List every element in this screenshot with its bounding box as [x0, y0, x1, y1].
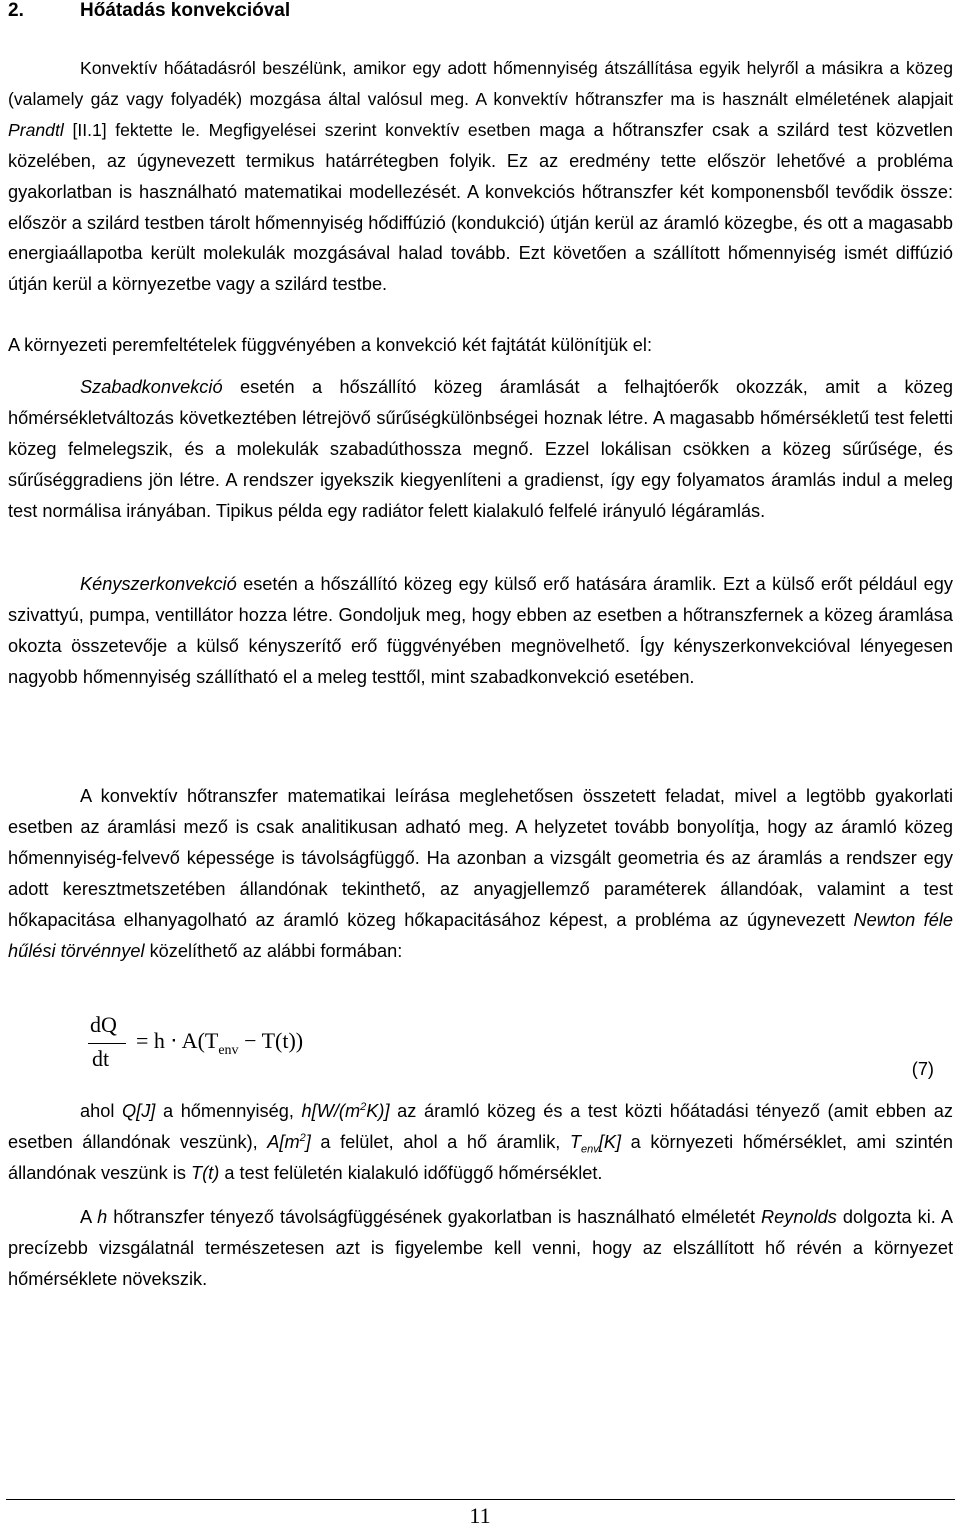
reynolds-text: hőtranszfer tényező távolságfüggésének gyakorlatban is használható elméletét — [113, 1207, 756, 1227]
fraction-bar — [88, 1043, 126, 1044]
paragraph-forced-convection — [8, 569, 953, 693]
definition-text: a felület, ahol a hő áramlik, — [320, 1131, 561, 1152]
reynolds-text: A — [80, 1207, 92, 1227]
reynolds-name: Reynolds — [761, 1207, 837, 1227]
reference-text: [II.1] fektette le. Megfigyelései szerint konvektív esetben — [72, 119, 531, 140]
equation-number: (7) — [911, 1059, 934, 1079]
paragraph-free-convection — [8, 372, 953, 527]
equation-right-side — [136, 1028, 304, 1058]
definition-text: a test felületén kialakuló időfüggő hőmérséklet. — [224, 1162, 603, 1183]
prandtl-name: Prandtl — [8, 119, 64, 140]
paragraph-intro — [8, 53, 953, 300]
paragraph-variable-definitions — [8, 1096, 953, 1189]
equation-denominator: dt — [92, 1046, 110, 1071]
equation-numerator: dQ — [90, 1012, 117, 1037]
intro-continuation: maga a hőtranszfer csak a szilárd test közvetlen közelében, az úgynevezett termikus határrétegben folyik. Ez az eredmény tette először lehetővé a probléma gyakorlatban is használható matematikai modellezését. A konvekciós hőtranszfer két komponensből tevődik össze: először a szilárd testben tárolt hőmennyiség hődiffúzió (kondukció) útján kerül az áramló közegbe, és ott a magasabb energiaállapotba került molekulák mozgásával halad tovább. Ezt követően a szállított hőmennyiség ismét diffúzió útján kerül a környezetbe vagy a szilárd testbe. — [8, 119, 954, 295]
math-description-text: A konvektív hőtranszfer matematikai leírása meglehetősen összetett feladat, mivel a legtöbb gyakorlati esetben az áramlási mező is csak analitikusan adható meg. A helyzetet tovább bonyolítja, hogy az áramló közeg hőmennyiség-felvevő képessége is távolságfüggő. Ha azonban a vizsgált geometria és az áramlás a rendszer egy adott keresztmetszetében állandónak tekinthető, az anyagjellemző paraméterek állandóak, valamint a test hőkapacitása elhanyagolható az áramló közeg hőkapacitásához képest, a probléma az úgynevezett — [8, 786, 953, 930]
forced-convection-text: esetén a hőszállító közeg egy külső erő hatására áramlik. Ezt a külső erőt például egy szivattyú, pumpa, ventillátor hozza létre. Gondoljuk meg, hogy ebben az esetben a hőtranszfernek a közeg áramlása okozta összetevője a külső kényszerítő erő függvényében megnövelhető. Így kényszerkonvekcióval lényegesen nagyobb hőmennyiség szállítható el a meleg testtől, mint szabadkonvekció esetében. — [8, 574, 953, 687]
paragraph-reynolds — [8, 1202, 953, 1295]
intro-text: Konvektív hőátadásról beszélünk, amikor egy adott hőmennyiség átszállítása egyik helyről a másikra a közeg (valamely gáz vagy folyadék) mozgása által valósul meg. A konvektív hőtranszfer ma is használt elméletének alapjait — [8, 58, 953, 109]
section-heading — [8, 0, 290, 23]
paragraph-types-intro: A környezeti peremfeltételek függvényében a konvekció két fajtátát különítjük el: — [8, 335, 653, 355]
equation-newton-cooling — [84, 1012, 384, 1074]
definition-text: a környezeti hőmérséklet, ami szintén állandónak veszünk is — [8, 1131, 953, 1183]
free-convection-term: Szabadkonvekció — [80, 377, 223, 397]
variable-h: h — [97, 1207, 108, 1227]
equation-rhs-end: − T(t)) — [238, 1028, 304, 1053]
equation-rhs-subscript: env — [218, 1043, 239, 1058]
section-number: 2. — [8, 0, 24, 21]
definition-text: az áramló közeg és a test közti hőátadási tényező (amit ebben az esetben állandónak veszünk), — [8, 1101, 953, 1152]
variable-t-env: $T_{env}[K]$ — [569, 1131, 622, 1156]
variable-a: $A[m^2]$ — [267, 1131, 311, 1152]
reynolds-text: dolgozta ki. A precízebb vizsgálatnál természetesen azt is figyelembe kell venni, hogy az elszállított hő révén a környezet hőmérséklete növekszik. — [8, 1207, 953, 1289]
variable-h: $h[W/(m^2K)]$ — [301, 1100, 390, 1121]
newton-law-name: Newton féle hűlési törvénnyel — [8, 909, 953, 961]
section-title: Hőátadás konvekcióval — [80, 0, 291, 21]
variable-q: Q[J] — [122, 1101, 156, 1121]
free-convection-text: esetén a hőszállító közeg áramlását a felhajtóerők okozzák, amit a közeg hőmérsékletváltozás következtében létrejövő sűrűségkülönbségei hoznak létre. A magasabb hőmérsékletű test feletti közeg felmelegszik, és a molekulák szabadúthossza megnő. Ezzel lokálisan csökken a közeg sűrűsége, és sűrűséggradiens jön létre. A rendszer igyekszik kiegyenlíteni a gradienst, így egy folyamatos áramlás indul a meleg test normálisa irányában. Tipikus példa egy radiátor felett kialakuló felfelé irányuló légáramlás. — [8, 377, 953, 521]
footer-divider — [6, 1499, 955, 1500]
page-number: 11 — [469, 1503, 491, 1528]
math-description-end: közelíthető az alábbi formában: — [149, 940, 403, 961]
forced-convection-term: Kényszerkonvekció — [80, 574, 237, 594]
paragraph-mathematical-description — [8, 781, 953, 966]
definition-text: a hőmennyiség, — [162, 1101, 294, 1121]
equation-rhs-main: = h ⋅ A(T — [136, 1028, 219, 1053]
variable-t-of-t: T(t) — [191, 1162, 220, 1183]
definition-text: ahol — [80, 1101, 115, 1121]
